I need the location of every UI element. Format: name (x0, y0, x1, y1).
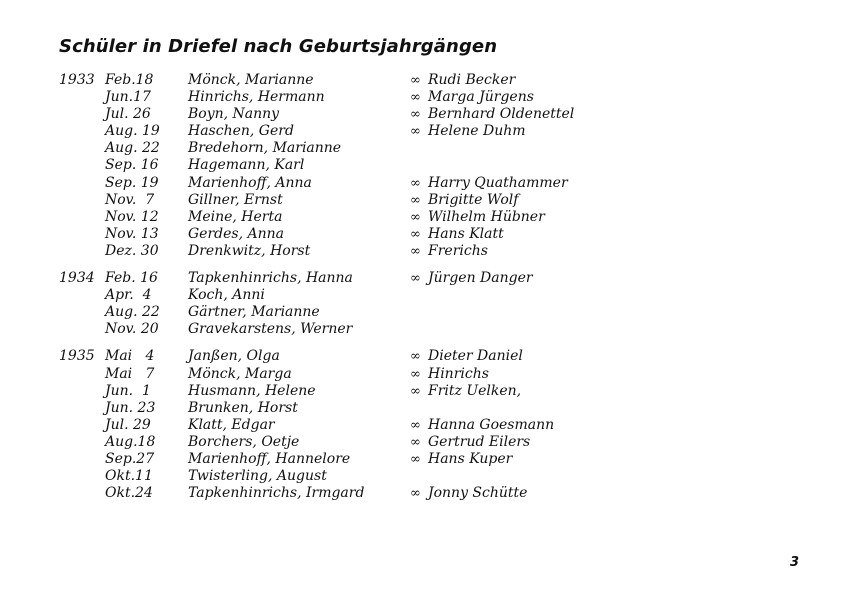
student-name: Bredehorn, Marianne (188, 140, 342, 157)
birth-date: Jul. 26 (105, 106, 151, 123)
student-name: Tapkenhinrichs, Hanna (188, 270, 353, 287)
birth-date: Jul. 29 (105, 416, 151, 433)
spouse-name: Hans Kuper (428, 450, 513, 467)
student-name: Husmann, Helene (188, 382, 316, 399)
student-row (0, 304, 856, 321)
birth-date: Dez. 30 (105, 242, 159, 259)
student-row (0, 383, 856, 400)
spouse-name: Hinrichs (428, 365, 489, 382)
student-name: Klatt, Edgar (188, 416, 275, 433)
student-row (0, 485, 856, 502)
spouse-name: Hans Klatt (428, 225, 504, 242)
marriage-symbol-icon: ∞ (410, 271, 421, 287)
student-row (0, 123, 856, 140)
student-name: Gärtner, Marianne (188, 304, 320, 321)
student-name: Marienhoff, Anna (188, 174, 312, 191)
marriage-symbol-icon: ∞ (410, 434, 421, 450)
student-name: Mönck, Marianne (188, 72, 314, 88)
student-name: Janßen, Olga (188, 348, 280, 365)
spouse-name: Harry Quathammer (428, 174, 568, 191)
birth-date: Aug. 22 (105, 140, 160, 157)
student-name: Koch, Anni (188, 287, 265, 304)
marriage-symbol-icon: ∞ (410, 243, 421, 259)
student-row (0, 209, 856, 226)
student-row (0, 89, 856, 106)
marriage-symbol-icon: ∞ (410, 90, 421, 106)
marriage-symbol-icon: ∞ (410, 366, 421, 382)
spouse-name: Hanna Goesmann (428, 416, 555, 433)
spouse-name: Frerichs (428, 242, 488, 259)
birth-date: Sep. 16 (105, 157, 159, 174)
spouse-name: Jonny Schütte (428, 485, 528, 502)
student-row (0, 321, 856, 338)
student-row (0, 287, 856, 304)
birth-year: 1934 (59, 270, 95, 287)
student-name: Gillner, Ernst (188, 191, 283, 208)
birth-date: Mai 4 (105, 348, 155, 365)
birth-date: Nov. 7 (105, 191, 155, 208)
student-name: Gravekarstens, Werner (188, 321, 353, 338)
student-row (0, 175, 856, 192)
student-row (0, 140, 856, 157)
student-row (0, 270, 856, 287)
birth-date: Jun.17 (105, 89, 151, 106)
birth-date: Feb.18 (105, 72, 154, 88)
marriage-symbol-icon: ∞ (410, 192, 421, 208)
marriage-symbol-icon: ∞ (410, 451, 421, 467)
year-group-1934 (0, 270, 856, 338)
spouse-name: Gertrud Eilers (428, 433, 531, 450)
birth-date: Aug. 19 (105, 123, 160, 140)
marriage-symbol-icon: ∞ (410, 486, 421, 502)
birth-date: Sep. 19 (105, 174, 159, 191)
student-row (0, 400, 856, 417)
student-row (0, 192, 856, 209)
student-row (0, 226, 856, 243)
student-row (0, 366, 856, 383)
birth-date: Aug. 22 (105, 304, 160, 321)
birth-date: Okt.24 (105, 485, 153, 502)
spouse-name: Fritz Uelken, (428, 382, 522, 399)
spouse-name: Rudi Becker (428, 72, 516, 88)
student-name: Brunken, Horst (188, 399, 298, 416)
student-name: Haschen, Gerd (188, 123, 294, 140)
student-name: Hinrichs, Hermann (188, 89, 325, 106)
spouse-name: Marga Jürgens (428, 89, 534, 106)
birth-date: Aug.18 (105, 433, 156, 450)
birth-date: Nov. 13 (105, 225, 159, 242)
student-name: Hagemann, Karl (188, 157, 305, 174)
student-name: Drenkwitz, Horst (188, 242, 311, 259)
birth-year: 1935 (59, 348, 95, 365)
marriage-symbol-icon: ∞ (410, 209, 421, 225)
spouse-name: Brigitte Wolf (428, 191, 519, 208)
student-row (0, 451, 856, 468)
student-row (0, 468, 856, 485)
student-row (0, 157, 856, 174)
marriage-symbol-icon: ∞ (410, 175, 421, 191)
birth-date: Mai 7 (105, 365, 155, 382)
student-name: Boyn, Nanny (188, 106, 280, 123)
spouse-name: Wilhelm Hübner (428, 208, 545, 225)
student-row (0, 434, 856, 451)
marriage-symbol-icon: ∞ (410, 417, 421, 433)
birth-date: Jun. 1 (105, 382, 151, 399)
student-name: Twisterling, August (188, 468, 327, 485)
student-row (0, 106, 856, 123)
student-name: Borchers, Oetje (188, 433, 300, 450)
birth-date: Nov. 12 (105, 208, 159, 225)
student-name: Gerdes, Anna (188, 225, 284, 242)
spouse-name: Jürgen Danger (428, 270, 533, 287)
student-row (0, 417, 856, 434)
page-title: Schüler in Driefel nach Geburtsjahrgängen (59, 36, 498, 57)
student-row (0, 348, 856, 365)
marriage-symbol-icon: ∞ (410, 124, 421, 140)
year-group-1933 (0, 72, 856, 260)
student-name: Mönck, Marga (188, 365, 292, 382)
birth-date: Apr. 4 (105, 287, 152, 304)
birth-year: 1933 (59, 72, 95, 88)
student-row (0, 72, 856, 89)
marriage-symbol-icon: ∞ (410, 349, 421, 365)
spouse-name: Dieter Daniel (428, 348, 523, 365)
birth-date: Jun. 23 (105, 399, 156, 416)
birth-date: Feb. 16 (105, 270, 158, 287)
birth-date: Sep.27 (105, 450, 155, 467)
page-number: 3 (790, 555, 800, 570)
spouse-name: Bernhard Oldenettel (428, 106, 575, 123)
marriage-symbol-icon: ∞ (410, 383, 421, 399)
spouse-name: Helene Duhm (428, 123, 526, 140)
birth-date: Nov. 20 (105, 321, 159, 338)
birth-date: Okt.11 (105, 468, 153, 485)
birth-year-list (0, 72, 856, 512)
year-group-1935 (0, 348, 856, 502)
student-name: Tapkenhinrichs, Irmgard (188, 485, 365, 502)
student-name: Meine, Herta (188, 208, 283, 225)
marriage-symbol-icon: ∞ (410, 73, 421, 88)
student-name: Marienhoff, Hannelore (188, 450, 351, 467)
marriage-symbol-icon: ∞ (410, 107, 421, 123)
student-row (0, 243, 856, 260)
marriage-symbol-icon: ∞ (410, 226, 421, 242)
